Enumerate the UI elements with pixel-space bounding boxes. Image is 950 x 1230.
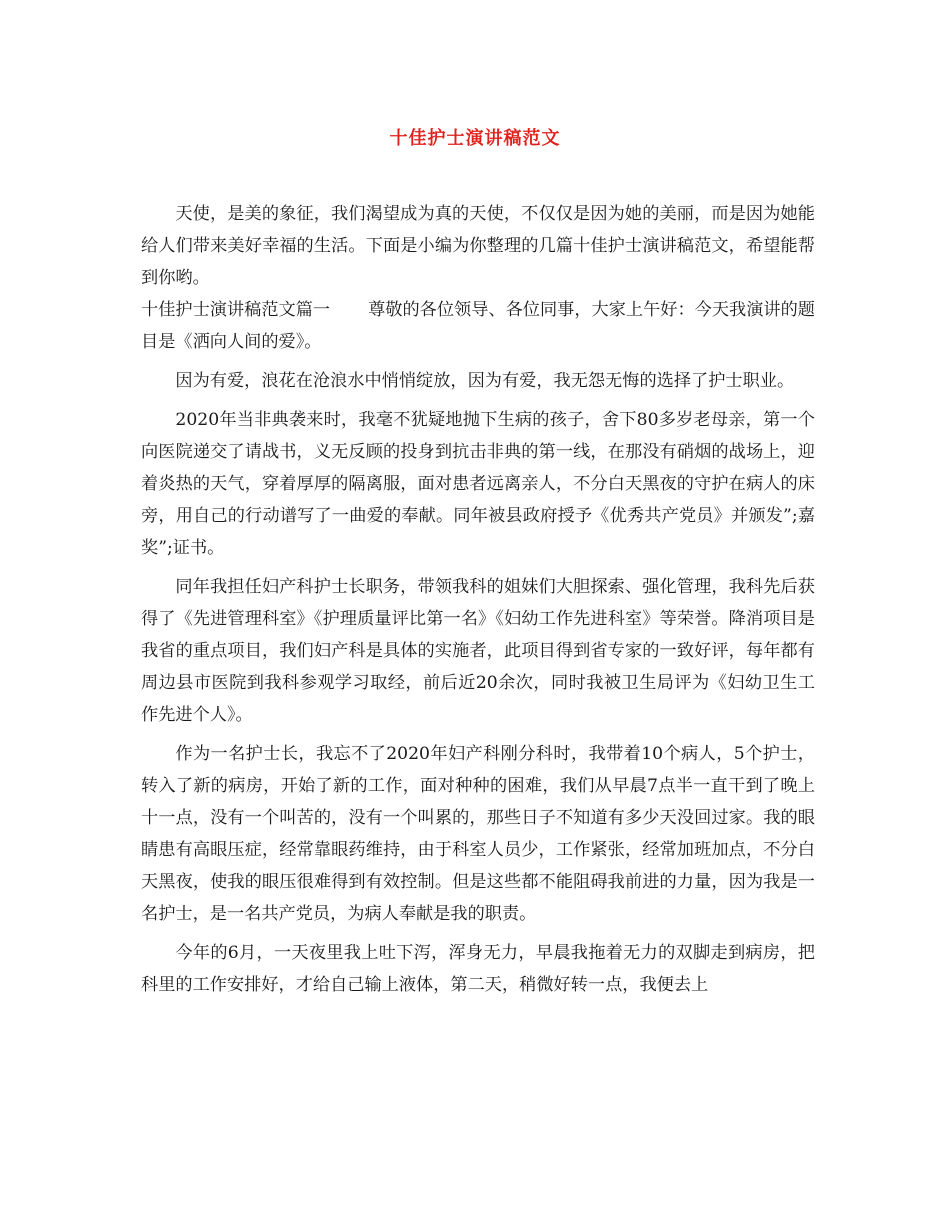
body-paragraph: 今年的6月，一天夜里我上吐下泻，浑身无力，早晨我拖着无力的双脚走到病房，把科里的工作安排好，才给自己输上液体，第二天，稍微好转一点，我便去上 (141, 943, 815, 995)
body-paragraph: 同年我担任妇产科护士长职务，带领我科的姐妹们大胆探索、强化管理，我科先后获得了《先进管理科室》《护理质量评比第一名》《妇幼工作先进科室》等荣誉。降消项目是我省的重点项目，我们妇产科是具体的实施者，此项目得到省专家的一致好评，每年都有周边县市医院到我科参观学习取经，前后近20余次，同时我被卫生局评为《妇幼卫生工作先进个人》。 (141, 577, 815, 725)
section-label: 十佳护士演讲稿范文篇一 (141, 300, 331, 320)
document-title: 十佳护士演讲稿范文 (389, 128, 561, 149)
section-first-text: 尊敬的各位领导、各位同事，大家上午好：今天我演讲的题目是《洒向人间的爱》。 (141, 300, 815, 352)
body-paragraph: 因为有爱，浪花在沧浪水中悄悄绽放，因为有爱，我无怨无悔的选择了护士职业。 (175, 371, 795, 391)
intro-paragraph: 天使，是美的象征，我们渴望成为真的天使，不仅仅是因为她的美丽，而是因为她能给人们带来美好幸福的生活。下面是小编为你整理的几篇十佳护士演讲稿范文，希望能帮到你哟。 (141, 204, 815, 288)
body-paragraph: 作为一名护士长，我忘不了2020年妇产科刚分科时，我带着10个病人，5个护士，转入了新的病房，开始了新的工作，面对种种的困难，我们从早晨7点半一直干到了晚上十一点，没有一个叫苦的，没有一个叫累的，那些日子不知道有多少天没回过家。我的眼睛患有高眼压症，经常靠眼药维持，由于科室人员少，工作紧张，经常加班加点，不分白天黑夜，使我的眼压很难得到有效控制。但是这些都不能阻碍我前进的力量，因为我是一名护士，是一名共产党员，为病人奉献是我的职责。 (141, 744, 815, 924)
section-heading-paragraph (141, 294, 815, 358)
body-paragraph: 2020年当非典袭来时，我毫不犹疑地抛下生病的孩子，舍下80多岁老母亲，第一个向医院递交了请战书，义无反顾的投身到抗击非典的第一线，在那没有硝烟的战场上，迎着炎热的天气，穿着厚厚的隔离服，面对患者远离亲人，不分白天黑夜的守护在病人的床旁，用自己的行动谱写了一曲爱的奉献。同年被县政府授予《优秀共产党员》并颁发”;嘉奖”;证书。 (141, 410, 815, 558)
document-body (141, 198, 815, 1001)
